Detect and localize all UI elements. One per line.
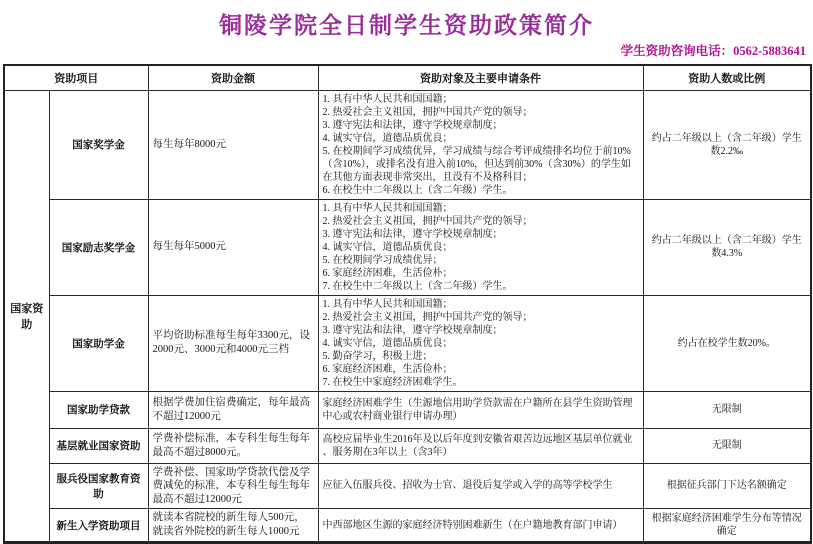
table-row xyxy=(4,199,811,295)
aid-policy-table xyxy=(3,64,812,544)
header-project: 资助项目 xyxy=(4,65,148,90)
table-row xyxy=(4,428,811,463)
quota-cell: 根据征兵部门下达名额确定 xyxy=(643,463,811,509)
quota-cell: 约占二年级以上（含二年级）学生数4.3% xyxy=(643,199,811,295)
conditions-cell: 应征入伍服兵役、招收为士官、退役后复学或入学的高等学校学生 xyxy=(318,463,643,509)
quota-cell: 无限制 xyxy=(643,428,811,463)
quota-cell: 无限制 xyxy=(643,391,811,428)
category-cell: 国家资助 xyxy=(4,90,49,542)
conditions-cell: 高校应届毕业生2016年及以后年度到安徽省艰苦边远地区基层单位就业 、服务期在3年以上（含3年） xyxy=(318,428,643,463)
amount-cell: 每生每年8000元 xyxy=(148,90,318,199)
project-cell: 国家励志奖学金 xyxy=(49,199,148,295)
project-cell: 基层就业国家资助 xyxy=(49,428,148,463)
project-cell: 服兵役国家教育资助 xyxy=(49,463,148,509)
table-row xyxy=(4,509,811,542)
amount-cell: 每生每年5000元 xyxy=(148,199,318,295)
conditions-cell: 1. 具有中华人民共和国国籍； 2. 热爱社会主义祖国，拥护中国共产党的领导； 3. 遵守宪法和法律，遵守学校规章制度； 4. 诚实守信，道德品质优良； 5. 勤奋学习，积极上进； 6. 家庭经济困难，生活俭朴； 7. 在校生中家庭经济困难学生。 xyxy=(318,295,643,391)
amount-cell: 根据学费加住宿费确定，每年最高不超过12000元 xyxy=(148,391,318,428)
quota-cell: 约占二年级以上（含二年级）学生数2.2‰ xyxy=(643,90,811,199)
conditions-cell: 1. 具有中华人民共和国国籍； 2. 热爱社会主义祖国，拥护中国共产党的领导； 3. 遵守宪法和法律，遵守学校规章制度； 4. 诚实守信，道德品质优良； 5. 在校期间学习成绩优异，学习成绩与综合考评成绩排名均位于前10%（含10%），或排名没有进入前10%，但达到前30%（含30%）的学生如在其他方面表现非常突出，且没有不及格科目； 6. 在校生中二年级以上（含二年级）学生。 xyxy=(318,90,643,199)
conditions-cell: 1. 具有中华人民共和国国籍； 2. 热爱社会主义祖国，拥护中国共产党的领导； 3. 遵守宪法和法律，遵守学校规章制度； 4. 诚实守信，道德品质优良； 5. 在校期间学习成绩优异； 6. 家庭经济困难，生活俭朴； 7. 在校生中二年级以上（含二年级）学生。 xyxy=(318,199,643,295)
header-quota: 资助人数或比例 xyxy=(643,65,811,90)
project-cell: 国家助学贷款 xyxy=(49,391,148,428)
page-title: 铜陵学院全日制学生资助政策简介 xyxy=(219,13,594,38)
quota-cell: 约占在校学生数20%。 xyxy=(643,295,811,391)
conditions-cell: 中西部地区生源的家庭经济特别困难新生（在户籍地教育部门申请） xyxy=(318,509,643,542)
table-row xyxy=(4,463,811,509)
contact-phone: 学生资助咨询电话：0562-5883641 xyxy=(620,44,806,58)
project-cell: 新生入学资助项目 xyxy=(49,509,148,542)
table-row xyxy=(4,90,811,199)
project-cell: 国家助学金 xyxy=(49,295,148,391)
project-cell: 国家奖学金 xyxy=(49,90,148,199)
conditions-cell: 家庭经济困难学生（生源地信用助学贷款需在户籍所在县学生资助管理中心或农村商业银行申请办理） xyxy=(318,391,643,428)
table-row xyxy=(4,391,811,428)
amount-cell: 就读本省院校的新生每人500元，就读省外院校的新生每人1000元 xyxy=(148,509,318,542)
header-conditions: 资助对象及主要申请条件 xyxy=(318,65,643,90)
table-row xyxy=(4,295,811,391)
quota-cell: 根据家庭经济困难学生分布等情况确定 xyxy=(643,509,811,542)
amount-cell: 平均资助标准每生每年3300元，设2000元、3000元和4000元三档 xyxy=(148,295,318,391)
amount-cell: 学费补偿、国家助学贷款代偿及学费减免的标准，本专科生每生每年最高不超过12000元 xyxy=(148,463,318,509)
header-amount: 资助金额 xyxy=(148,65,318,90)
table-header-row xyxy=(4,65,811,90)
amount-cell: 学费补偿标准，本专科生每生每年最高不超过8000元。 xyxy=(148,428,318,463)
